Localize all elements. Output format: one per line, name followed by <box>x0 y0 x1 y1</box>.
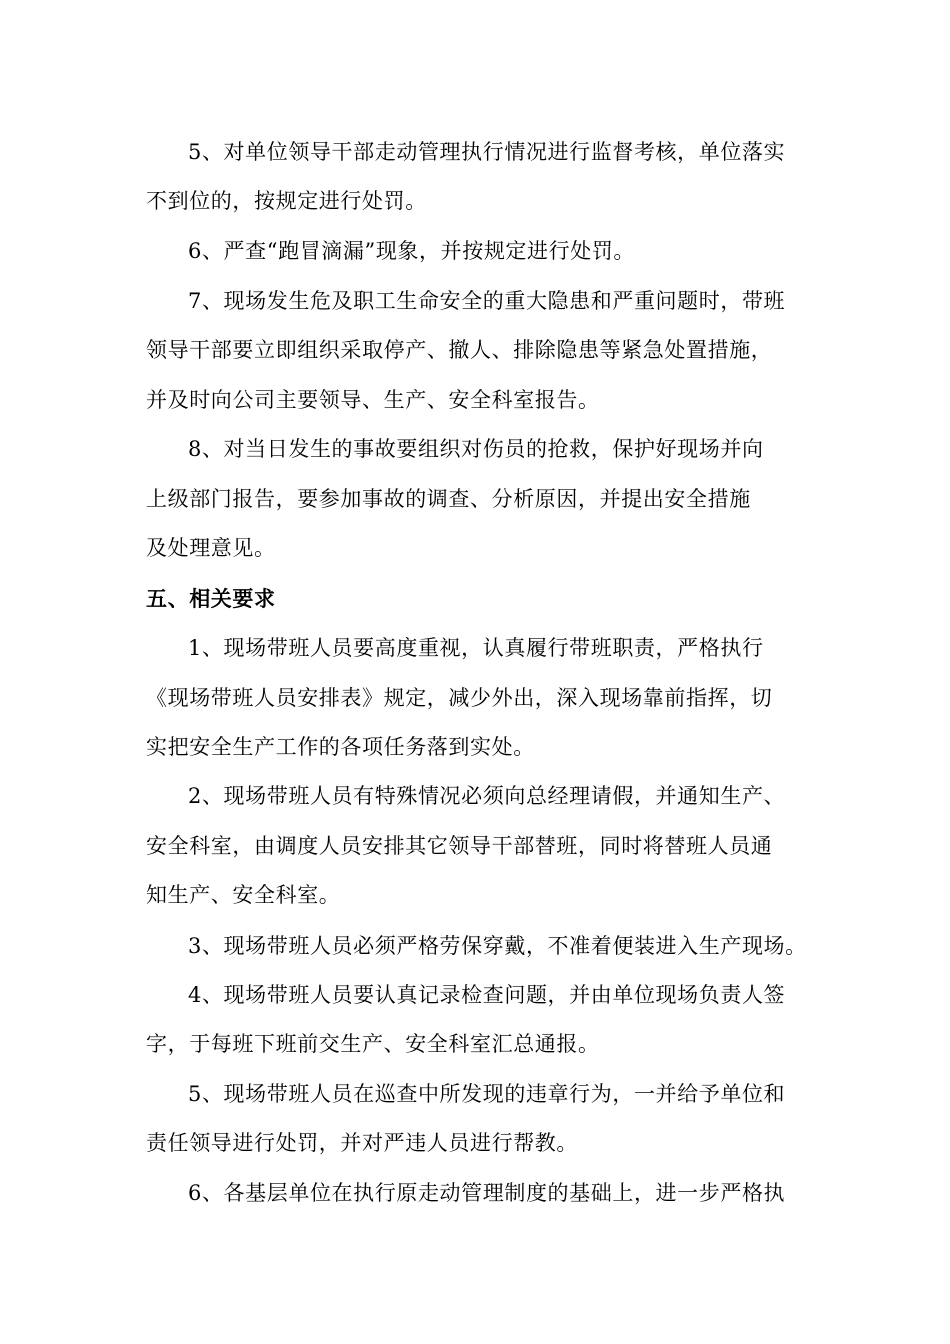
text-line: 1、现场带班人员要高度重视，认真履行带班职责，严格执行 <box>188 636 764 660</box>
text-line: 安全科室，由调度人员安排其它领导干部替班，同时将替班人员通 <box>146 834 773 858</box>
text-line: 《现场带班人员安排表》规定，减少外出，深入现场靠前指挥，切 <box>146 686 773 710</box>
text-line: 责任领导进行处罚，并对严违人员进行帮教。 <box>146 1131 578 1155</box>
text-line: 及处理意见。 <box>146 536 276 560</box>
text-line: 3、现场带班人员必须严格劳保穿戴，不准着便装进入生产现场。 <box>188 934 807 958</box>
text-line: 6、各基层单位在执行原走动管理制度的基础上，进一步严格执 <box>188 1181 786 1205</box>
text-line: 4、现场带班人员要认真记录检查问题，并由单位现场负责人签 <box>188 983 786 1007</box>
text-line: 领导干部要立即组织采取停产、撤人、排除隐患等紧急处置措施， <box>146 338 773 362</box>
text-line: 7、现场发生危及职工生命安全的重大隐患和严重问题时，带班 <box>188 289 786 313</box>
section-heading: 五、相关要求 <box>146 587 276 611</box>
text-line: 知生产、安全科室。 <box>146 883 341 907</box>
text-line: 上级部门报告，要参加事故的调查、分析原因，并提出安全措施 <box>146 487 751 511</box>
text-line: 字，于每班下班前交生产、安全科室汇总通报。 <box>146 1032 600 1056</box>
text-line: 并及时向公司主要领导、生产、安全科室报告。 <box>146 388 600 412</box>
text-line: 2、现场带班人员有特殊情况必须向总经理请假，并通知生产、 <box>188 784 786 808</box>
text-line: 6、严查“跑冒滴漏”现象，并按规定进行处罚。 <box>188 239 636 263</box>
text-line: 8、对当日发生的事故要组织对伤员的抢救，保护好现场并向 <box>188 437 764 461</box>
text-line: 实把安全生产工作的各项任务落到实处。 <box>146 735 535 759</box>
text-line: 不到位的，按规定进行处罚。 <box>146 189 427 213</box>
text-line: 5、现场带班人员在巡查中所发现的违章行为，一并给予单位和 <box>188 1082 786 1106</box>
text-line: 5、对单位领导干部走动管理执行情况进行监督考核，单位落实 <box>188 140 786 164</box>
